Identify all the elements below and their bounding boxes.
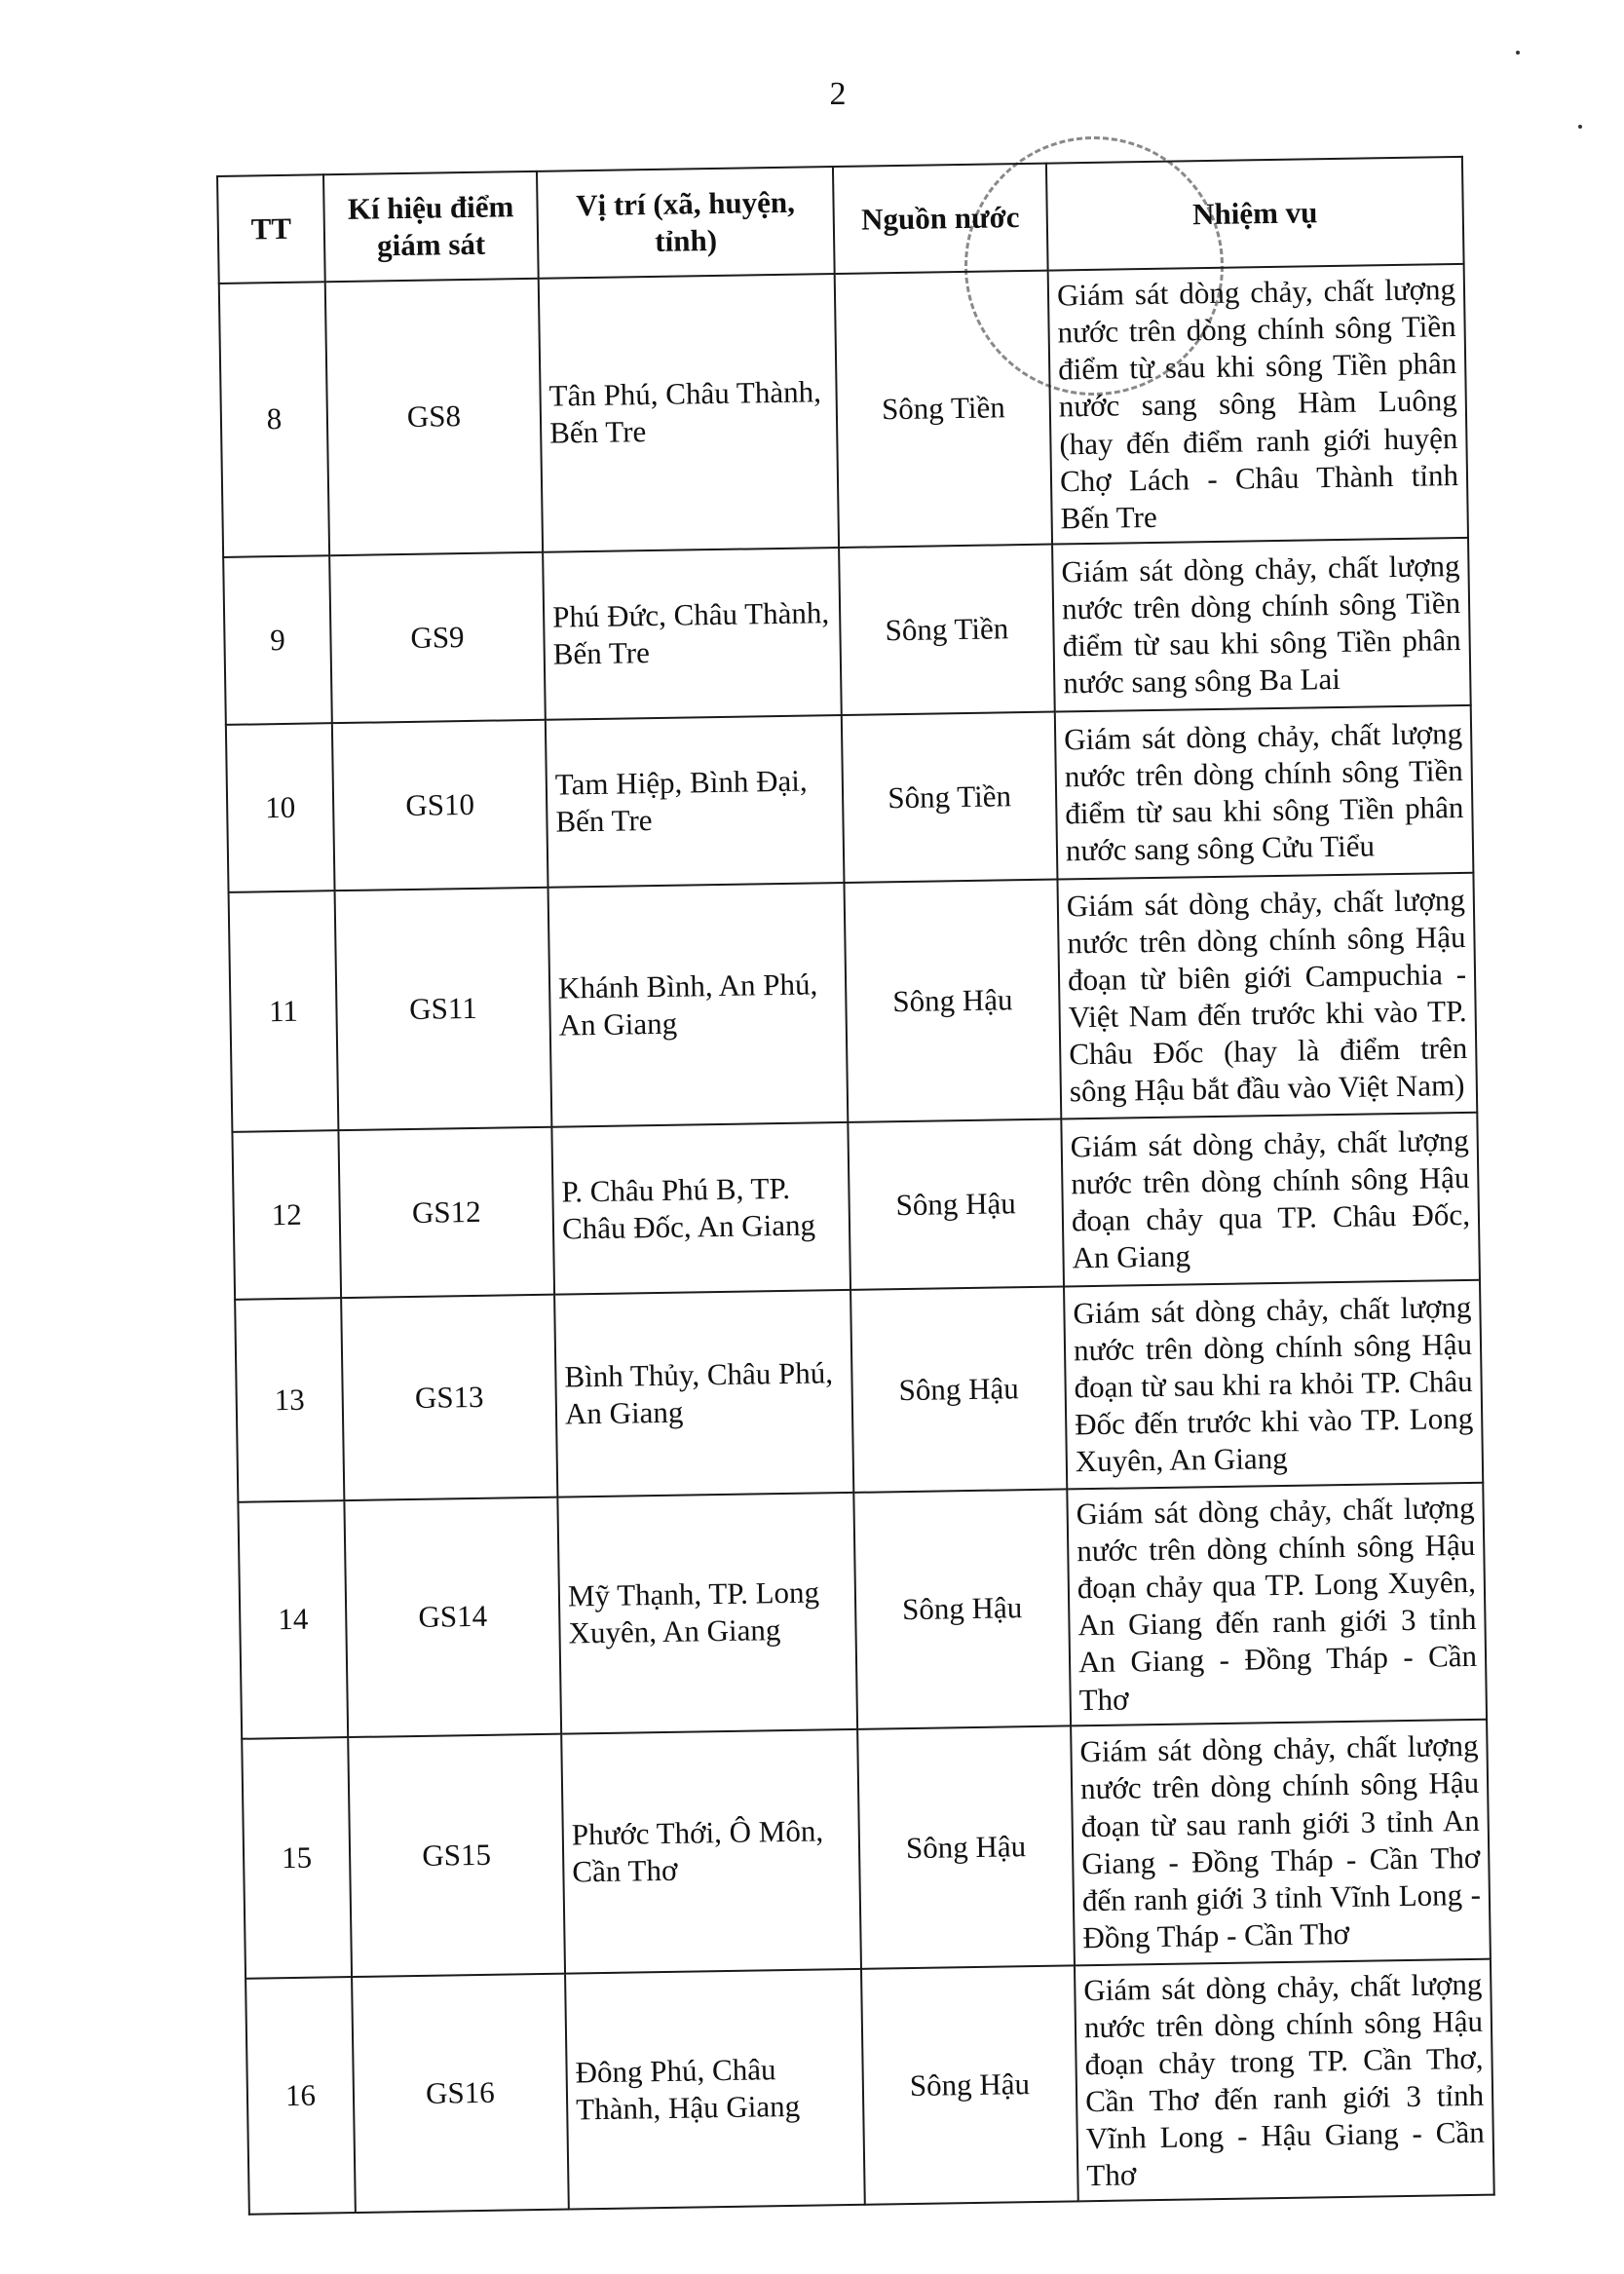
scan-speck <box>1516 51 1520 55</box>
header-location: Vị trí (xã, huyện, tỉnh) <box>537 167 835 279</box>
cell-code: GS14 <box>344 1497 561 1737</box>
cell-code: GS13 <box>341 1295 557 1500</box>
cell-task: Giám sát dòng chảy, chất lượng nước trên dòng chính sông Tiền điểm từ sau khi sông Tiền phân nước sang sông Ba Lai <box>1052 538 1471 712</box>
cell-location: Mỹ Thạnh, TP. Long Xuyên, An Giang <box>557 1493 857 1733</box>
table-row <box>235 1280 1483 1502</box>
cell-location: P. Châu Phú B, TP. Châu Đốc, An Giang <box>551 1122 850 1295</box>
cell-source: Sông Hậu <box>850 1286 1067 1492</box>
cell-source: Sông Tiền <box>835 271 1052 548</box>
table-row <box>223 538 1471 725</box>
cell-location: Bình Thủy, Châu Phú, An Giang <box>554 1290 853 1497</box>
monitoring-points-table <box>216 156 1495 2216</box>
cell-location: Tam Hiệp, Bình Đại, Bến Tre <box>546 715 845 888</box>
cell-task: Giám sát dòng chảy, chất lượng nước trên dòng chính sông Hậu đoạn từ sau ranh giới 3 tỉnh An Giang - Đồng Tháp - Cần Thơ đến ranh giới 3 tỉnh Vĩnh Long - Đồng Tháp - Cần Thơ <box>1071 1719 1491 1965</box>
cell-location: Phú Đức, Châu Thành, Bến Tre <box>543 548 842 720</box>
cell-tt: 13 <box>235 1298 344 1502</box>
table-row <box>245 1958 1494 2215</box>
cell-code: GS11 <box>335 888 552 1130</box>
cell-tt: 14 <box>238 1500 348 1738</box>
scan-speck <box>1578 125 1582 129</box>
cell-code: GS10 <box>332 720 548 891</box>
cell-tt: 9 <box>223 555 332 725</box>
cell-source: Sông Hậu <box>844 879 1061 1121</box>
header-task: Nhiệm vụ <box>1046 157 1464 271</box>
cell-tt: 8 <box>219 282 329 557</box>
cell-location: Phước Thới, Ô Môn, Cần Thơ <box>561 1728 861 1973</box>
cell-task: Giám sát dòng chảy, chất lượng nước trên dòng chính sông Hậu đoạn từ biên giới Campuchia - Việt Nam đến trước khi vào TP. Châu Đốc (hay là điểm trên sông Hậu bắt đầu vào Việt Nam) <box>1057 873 1477 1119</box>
cell-tt: 10 <box>226 723 335 892</box>
page-number: 2 <box>829 76 847 112</box>
cell-code: GS15 <box>348 1733 565 1976</box>
cell-source: Sông Hậu <box>853 1489 1071 1728</box>
cell-source: Sông Hậu <box>857 1725 1075 1968</box>
cell-tt: 15 <box>242 1737 352 1979</box>
table-row <box>229 873 1478 1132</box>
cell-code: GS12 <box>338 1127 554 1298</box>
cell-code: GS16 <box>352 1973 569 2213</box>
cell-tt: 11 <box>229 891 339 1132</box>
cell-tt: 12 <box>232 1130 341 1300</box>
table-row <box>226 705 1474 892</box>
table-row <box>232 1113 1480 1300</box>
table-row <box>238 1483 1487 1739</box>
header-tt: TT <box>217 174 325 284</box>
cell-source: Sông Tiền <box>839 544 1055 714</box>
cell-source: Sông Tiền <box>842 711 1058 882</box>
header-code: Kí hiệu điểm giám sát <box>323 171 539 282</box>
cell-location: Khánh Bình, An Phú, An Giang <box>548 883 849 1127</box>
cell-task: Giám sát dòng chảy, chất lượng nước trên dòng chính sông Tiền điểm từ sau khi sông Tiền phân nước sang sông Hàm Luông (hay đến điểm ranh giới huyện Chợ Lách - Châu Thành tỉnh Bến Tre <box>1048 264 1468 545</box>
cell-location: Đông Phú, Châu Thành, Hậu Giang <box>565 1968 865 2209</box>
cell-task: Giám sát dòng chảy, chất lượng nước trên dòng chính sông Hậu đoạn chảy qua TP. Châu Đốc, An Giang <box>1061 1113 1480 1287</box>
header-source: Nguồn nước <box>833 164 1048 274</box>
cell-source: Sông Hậu <box>848 1118 1064 1289</box>
cell-code: GS8 <box>325 279 543 555</box>
cell-task: Giám sát dòng chảy, chất lượng nước trên dòng chính sông Hậu đoạn từ sau khi ra khỏi TP. Châu Đốc đến trước khi vào TP. Long Xuyên, An Giang <box>1064 1280 1483 1490</box>
table-header-row <box>217 157 1464 284</box>
table-row <box>242 1719 1491 1978</box>
cell-code: GS9 <box>329 552 546 723</box>
cell-tt: 16 <box>245 1977 356 2215</box>
cell-task: Giám sát dòng chảy, chất lượng nước trên dòng chính sông Hậu đoạn chảy qua TP. Long Xuyên, An Giang đến ranh giới 3 tỉnh An Giang - Đồng Tháp - Cần Thơ <box>1067 1483 1487 1725</box>
cell-source: Sông Hậu <box>861 1965 1078 2205</box>
cell-task: Giám sát dòng chảy, chất lượng nước trên dòng chính sông Tiền điểm từ sau khi sông Tiền phân nước sang sông Cửu Tiểu <box>1055 705 1474 880</box>
table-row <box>219 264 1468 557</box>
cell-location: Tân Phú, Châu Thành, Bến Tre <box>539 274 839 552</box>
cell-task: Giám sát dòng chảy, chất lượng nước trên dòng chính sông Hậu đoạn chảy trong TP. Cần Thơ, Cần Thơ đến ranh giới 3 tỉnh Vĩnh Long - Hậu Giang - Cần Thơ <box>1075 1958 1494 2201</box>
